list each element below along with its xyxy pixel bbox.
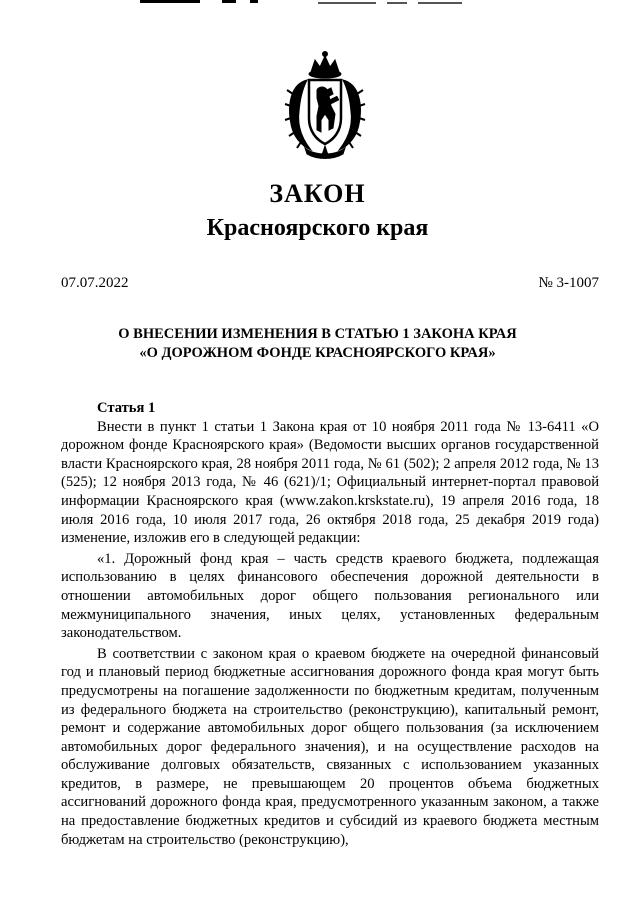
heading-line-1: О ВНЕСЕНИИ ИЗМЕНЕНИЯ В СТАТЬЮ 1 ЗАКОНА КРАЯ	[118, 326, 517, 342]
coat-of-arms-icon	[283, 50, 367, 162]
article-paragraph: «1. Дорожный фонд края – часть средств краевого бюджета, подлежащая использованию в целях финансового обеспечения дорожной деятельности в отношении автомобильных дорог общего пользования регионального или межмуниципального значения, иных целях, установленных федеральным законодательством.	[61, 550, 599, 642]
law-region-title: Красноярского края	[206, 215, 429, 241]
document-date: 07.07.2022	[61, 275, 129, 291]
article-paragraph: Внести в пункт 1 статьи 1 Закона края от 10 ноября 2011 года № 13-6411 «О дорожном фонде Красноярского края» (Ведомости высших органов государственной власти Красноярского края, 28 ноября 2011 года, № 61 (502); 2 апреля 2012 года, № 13 (525); 12 ноября 2013 года, № 46 (621)/1; Официальный интернет-портал правовой информации Красноярского края (www.zakon.krskstate.ru), 19 апреля 2016 года, 18 июля 2016 года, 10 июля 2017 года, 26 октября 2018 года, 25 декабря 2019 года) изменение, изложив его в следующей редакции:	[61, 418, 599, 547]
document-number: № 3-1007	[538, 275, 599, 291]
law-title: ЗАКОН	[269, 179, 366, 208]
article-paragraph: В соответствии с законом края о краевом бюджете на очередной финансовый год и плановый период бюджетные ассигнования дорожного фонда края могут быть предусмотрены на погашение задолженности по бюджетным кредитам, полученным из федерального бюджета на строительство (реконструкцию), капитальный ремонт, ремонт и содержание автомобильных дорог общего пользования (за исключением автомобильных дорог федерального значения), и на осуществление расходов на обслуживание долговых обязательств, связанных с использованием указанных кредитов, в размере, не превышающем 20 процентов объема бюджетных ассигнований дорожного фонда края, предусмотренного указанным законом, а также на предоставление бюджетных кредитов и субсидий из краевого бюджета местным бюджетам на строительство (реконструкцию),	[61, 645, 599, 848]
scan-artifact-marks	[0, 0, 635, 8]
heading-line-2: «О ДОРОЖНОМ ФОНДЕ КРАСНОЯРСКОГО КРАЯ»	[139, 345, 496, 361]
document-heading	[0, 325, 635, 363]
article-body	[61, 399, 599, 849]
article-title: Статья 1	[97, 400, 156, 416]
